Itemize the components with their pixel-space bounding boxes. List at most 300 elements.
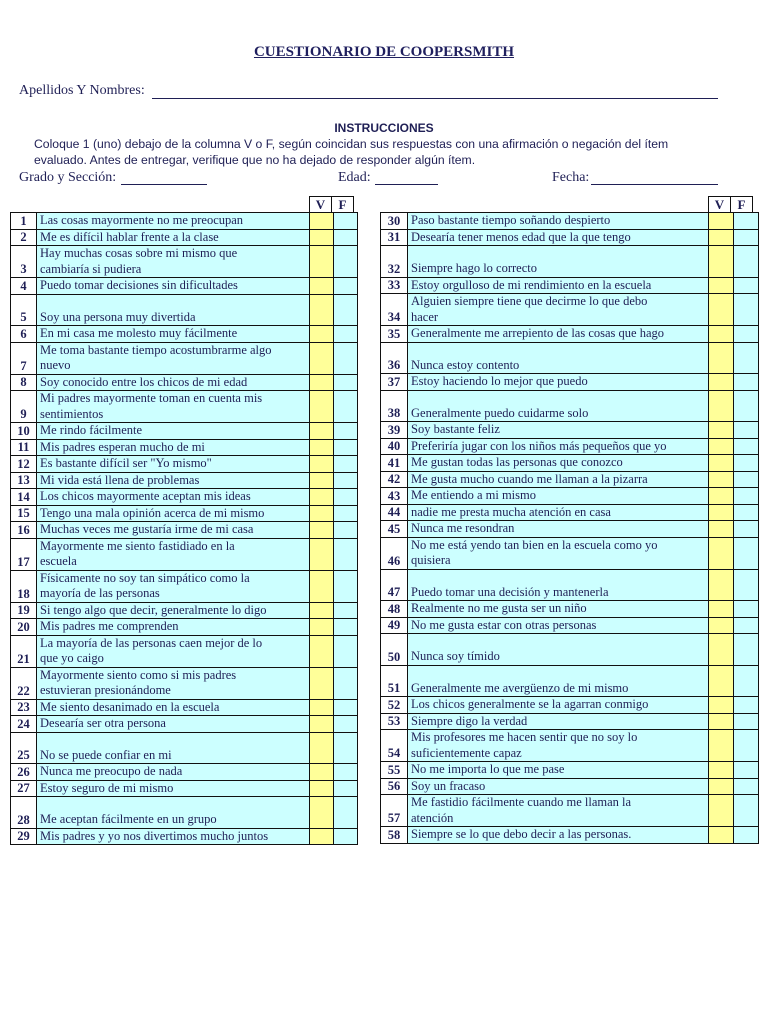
question-text (37, 213, 310, 230)
answer-cell-f[interactable] (334, 374, 358, 391)
question-row (381, 601, 759, 618)
answer-cell-v[interactable] (310, 522, 334, 539)
answer-cell-v[interactable] (310, 797, 334, 829)
question-row (11, 716, 358, 733)
question-text-line: Si tengo algo que decir, generalmente lo digo (40, 602, 267, 617)
question-row (381, 342, 759, 374)
answer-cell-v[interactable] (709, 488, 734, 505)
question-number: 33 (381, 277, 408, 294)
question-text (408, 471, 709, 488)
column-header-v: V (310, 197, 332, 214)
question-text-line: Nunca me resondran (411, 521, 515, 535)
question-text-line: Paso bastante tiempo soñando despierto (411, 213, 611, 227)
answer-cell-f[interactable] (734, 488, 759, 505)
question-row (11, 602, 358, 619)
answer-cell-v[interactable] (310, 716, 334, 733)
question-row (381, 438, 759, 455)
answer-cell-f[interactable] (334, 716, 358, 733)
answer-cell-v[interactable] (310, 780, 334, 797)
answer-cell-f[interactable] (334, 456, 358, 473)
answer-cell-f[interactable] (734, 229, 759, 246)
question-number: 50 (381, 634, 408, 666)
question-row (11, 472, 358, 489)
answer-cell-v[interactable] (310, 278, 334, 295)
question-row (11, 326, 358, 343)
question-number: 8 (11, 374, 37, 391)
answer-cell-f[interactable] (334, 229, 358, 246)
question-text-line (40, 295, 309, 310)
question-text (408, 277, 709, 294)
question-text-line: cambiaría si pudiera (40, 261, 142, 276)
question-text (37, 667, 310, 699)
question-text (37, 246, 310, 278)
answer-cell-v[interactable] (709, 713, 734, 730)
answer-cell-v[interactable] (310, 505, 334, 522)
question-row (11, 374, 358, 391)
question-text (408, 617, 709, 634)
question-text (408, 390, 709, 422)
grade-field-line[interactable] (121, 184, 207, 185)
question-text-line: Mi padres mayormente toman en cuenta mis (40, 391, 263, 405)
question-row (381, 390, 759, 422)
answer-cell-v[interactable] (709, 778, 734, 795)
answer-cell-f[interactable] (734, 762, 759, 779)
question-text (408, 438, 709, 455)
question-number: 23 (11, 699, 37, 716)
question-number: 15 (11, 505, 37, 522)
question-text-line: Mis padres esperan mucho de mi (40, 439, 205, 454)
question-number: 38 (381, 390, 408, 422)
answer-cell-f[interactable] (334, 667, 358, 699)
question-text (408, 374, 709, 391)
answer-cell-f[interactable] (734, 213, 759, 230)
answer-cell-f[interactable] (734, 634, 759, 666)
question-number: 55 (381, 762, 408, 779)
question-text-line: Estoy haciendo lo mejor que puedo (411, 374, 588, 388)
answer-cell-v[interactable] (709, 438, 734, 455)
answer-cell-v[interactable] (310, 699, 334, 716)
answer-cell-v[interactable] (310, 439, 334, 456)
question-text-line: suficientemente capaz (411, 745, 522, 760)
question-number: 46 (381, 537, 408, 569)
answer-cell-f[interactable] (734, 601, 759, 618)
question-text (408, 795, 709, 827)
question-row (11, 489, 358, 506)
question-text (408, 601, 709, 618)
answer-cell-v[interactable] (709, 246, 734, 278)
question-text-line: mayoría de las personas (40, 586, 160, 600)
question-text-line: No me importa lo que me pase (411, 762, 565, 776)
question-text-line: No me está yendo tan bien en la escuela como yo (411, 537, 658, 552)
answer-cell-f[interactable] (334, 391, 358, 423)
answer-cell-f[interactable] (734, 537, 759, 569)
question-text-line: Los chicos generalmente se la agarran conmigo (411, 697, 649, 711)
question-text (408, 730, 709, 762)
question-row (381, 422, 759, 439)
answer-cell-f[interactable] (734, 342, 759, 374)
question-row (11, 828, 358, 845)
answer-cell-f[interactable] (334, 326, 358, 343)
question-text-line: nuevo (40, 358, 71, 372)
answer-cell-f[interactable] (734, 374, 759, 391)
answer-cell-f[interactable] (334, 423, 358, 440)
question-number: 47 (381, 569, 408, 601)
answer-cell-f[interactable] (734, 471, 759, 488)
answer-cell-f[interactable] (334, 602, 358, 619)
answer-cell-f[interactable] (334, 489, 358, 506)
question-text (37, 602, 310, 619)
answer-cell-f[interactable] (334, 439, 358, 456)
question-text (408, 246, 709, 278)
answer-cell-v[interactable] (310, 635, 334, 667)
question-row (381, 697, 759, 714)
answer-cell-f[interactable] (334, 472, 358, 489)
question-row (11, 797, 358, 829)
question-row (11, 699, 358, 716)
answer-cell-v[interactable] (709, 455, 734, 472)
question-number: 16 (11, 522, 37, 539)
instructions-line-2: evaluado. Antes de entregar, verifique que no ha dejado de responder algún ítem. (34, 153, 476, 167)
question-row (381, 665, 759, 697)
answer-cell-v[interactable] (709, 537, 734, 569)
instructions-text (34, 136, 724, 168)
answer-cell-v[interactable] (709, 374, 734, 391)
question-text-line: Soy conocido entre los chicos de mi edad (40, 374, 248, 389)
question-text (408, 762, 709, 779)
answer-cell-f[interactable] (734, 438, 759, 455)
question-row (11, 439, 358, 456)
answer-cell-f[interactable] (734, 827, 759, 844)
question-text-line: Puedo tomar una decisión y mantenerla (411, 584, 609, 599)
question-text-line: Físicamente no soy tan simpático como la (40, 570, 250, 585)
question-text-line: Generalmente me avergüenzo de mi mismo (411, 680, 629, 695)
question-text-line: Me es difícil hablar frente a la clase (40, 229, 219, 244)
answer-cell-f[interactable] (334, 246, 358, 278)
question-text-line: Nunca me preocupo de nada (40, 764, 183, 778)
answer-cell-v[interactable] (310, 456, 334, 473)
question-number: 32 (381, 246, 408, 278)
answer-cell-f[interactable] (334, 522, 358, 539)
question-number: 58 (381, 827, 408, 844)
question-text (37, 278, 310, 295)
answer-cell-v[interactable] (310, 374, 334, 391)
age-label: Edad: (338, 170, 371, 185)
question-row (381, 471, 759, 488)
answer-cell-v[interactable] (709, 795, 734, 827)
question-row (381, 617, 759, 634)
question-text-line: sentimientos (40, 406, 104, 421)
question-text (37, 570, 310, 602)
question-row (11, 780, 358, 797)
question-number: 10 (11, 423, 37, 440)
question-number: 6 (11, 326, 37, 343)
answer-cell-f[interactable] (334, 635, 358, 667)
question-text-line: que yo caigo (40, 651, 104, 665)
question-row (381, 326, 759, 343)
question-text (37, 391, 310, 423)
answer-cell-v[interactable] (310, 619, 334, 636)
question-number: 49 (381, 617, 408, 634)
question-number: 39 (381, 422, 408, 439)
question-number: 27 (11, 780, 37, 797)
question-row (11, 764, 358, 781)
answer-cell-f[interactable] (734, 504, 759, 521)
answer-cell-f[interactable] (334, 732, 358, 764)
question-text-line: Desearía tener menos edad que la que tengo (411, 229, 631, 244)
question-number: 51 (381, 665, 408, 697)
answer-cell-v[interactable] (310, 732, 334, 764)
question-number: 57 (381, 795, 408, 827)
question-text (37, 505, 310, 522)
answer-cell-f[interactable] (334, 505, 358, 522)
question-number: 40 (381, 438, 408, 455)
answer-cell-v[interactable] (709, 601, 734, 618)
answer-cell-f[interactable] (734, 455, 759, 472)
question-text (37, 635, 310, 667)
answer-cell-v[interactable] (709, 569, 734, 601)
answer-cell-f[interactable] (734, 730, 759, 762)
question-row (11, 342, 358, 374)
question-number: 52 (381, 697, 408, 714)
question-text-line: Generalmente puedo cuidarme solo (411, 405, 589, 420)
question-text (37, 439, 310, 456)
questions-table-left (10, 212, 358, 845)
question-text (37, 716, 310, 733)
question-number: 17 (11, 538, 37, 570)
answer-cell-f[interactable] (334, 828, 358, 845)
question-text-line: nadie me presta mucha atención en casa (411, 504, 611, 519)
answer-cell-f[interactable] (334, 538, 358, 570)
answer-cell-f[interactable] (734, 665, 759, 697)
question-text-line: Me rindo fácilmente (40, 423, 143, 437)
question-text-line (411, 343, 708, 358)
question-number: 36 (381, 342, 408, 374)
question-number: 35 (381, 326, 408, 343)
answer-cell-f[interactable] (734, 326, 759, 343)
question-text (408, 537, 709, 569)
question-text-line (411, 391, 708, 406)
answer-cell-f[interactable] (734, 713, 759, 730)
question-number: 28 (11, 797, 37, 829)
answer-cell-v[interactable] (310, 342, 334, 374)
question-number: 53 (381, 713, 408, 730)
question-text-line: Puedo tomar decisiones sin dificultades (40, 278, 238, 292)
answer-cell-v[interactable] (709, 294, 734, 326)
date-field-line[interactable] (591, 184, 718, 185)
grade-label: Grado y Sección: (19, 170, 117, 185)
answer-cell-f[interactable] (334, 764, 358, 781)
answer-cell-f[interactable] (734, 521, 759, 538)
question-number: 20 (11, 619, 37, 636)
question-row (381, 229, 759, 246)
answer-cell-v[interactable] (709, 326, 734, 343)
question-number: 11 (11, 439, 37, 456)
question-text-line: Mis padres me comprenden (40, 619, 179, 633)
question-row (381, 795, 759, 827)
answer-cell-v[interactable] (709, 827, 734, 844)
answer-cell-v[interactable] (709, 697, 734, 714)
question-number: 48 (381, 601, 408, 618)
question-number: 45 (381, 521, 408, 538)
question-text-line (411, 634, 708, 649)
question-text-line: hacer (411, 309, 439, 324)
question-text-line: Mayormente me siento fastidiado en la (40, 538, 235, 553)
answer-cell-f[interactable] (334, 213, 358, 230)
answer-cell-v[interactable] (709, 390, 734, 422)
question-text-line: Me gusta mucho cuando me llaman a la pizarra (411, 471, 648, 486)
question-text (408, 713, 709, 730)
question-text (408, 697, 709, 714)
question-row (381, 762, 759, 779)
answer-cell-f[interactable] (334, 699, 358, 716)
question-row (11, 456, 358, 473)
question-row (11, 294, 358, 326)
question-text-line: Hay muchas cosas sobre mi mismo que (40, 246, 238, 260)
age-field-line[interactable] (375, 184, 438, 185)
question-text (408, 665, 709, 697)
answer-cell-v[interactable] (709, 422, 734, 439)
answer-cell-f[interactable] (334, 619, 358, 636)
answer-cell-v[interactable] (310, 764, 334, 781)
answer-cell-f[interactable] (734, 294, 759, 326)
answer-cell-v[interactable] (709, 617, 734, 634)
question-number: 24 (11, 716, 37, 733)
question-text (37, 732, 310, 764)
question-text-line: Los chicos mayormente aceptan mis ideas (40, 489, 251, 503)
question-row (11, 246, 358, 278)
answer-cell-v[interactable] (310, 667, 334, 699)
answer-cell-v[interactable] (709, 229, 734, 246)
question-text-line: Estoy orgulloso de mi rendimiento en la escuela (411, 277, 652, 292)
question-text-line: Las cosas mayormente no me preocupan (40, 213, 244, 227)
question-number: 31 (381, 229, 408, 246)
column-header-v: V (709, 197, 731, 214)
answer-cell-v[interactable] (709, 504, 734, 521)
question-text-line (40, 797, 309, 812)
answer-cell-v[interactable] (709, 521, 734, 538)
question-row (11, 635, 358, 667)
question-row (381, 827, 759, 844)
question-text-line: Me fastidio fácilmente cuando me llaman la (411, 795, 632, 809)
question-number: 26 (11, 764, 37, 781)
question-row (381, 634, 759, 666)
answer-cell-f[interactable] (734, 390, 759, 422)
question-text-line: atención (411, 810, 454, 825)
answer-cell-v[interactable] (709, 471, 734, 488)
answer-cell-v[interactable] (709, 762, 734, 779)
question-text-line (411, 570, 708, 585)
answer-cell-f[interactable] (734, 246, 759, 278)
question-text (37, 326, 310, 343)
answer-cell-v[interactable] (310, 326, 334, 343)
answer-cell-v[interactable] (310, 828, 334, 845)
question-number: 5 (11, 294, 37, 326)
question-row (11, 229, 358, 246)
question-number: 2 (11, 229, 37, 246)
question-text (408, 326, 709, 343)
answer-cell-v[interactable] (709, 730, 734, 762)
question-text (408, 634, 709, 666)
question-number: 1 (11, 213, 37, 230)
answer-cell-f[interactable] (334, 278, 358, 295)
question-row (381, 374, 759, 391)
question-text (37, 374, 310, 391)
question-row (11, 278, 358, 295)
question-row (381, 455, 759, 472)
answer-cell-v[interactable] (709, 213, 734, 230)
question-text-line: Nunca estoy contento (411, 357, 520, 372)
answer-cell-v[interactable] (310, 213, 334, 230)
answer-cell-v[interactable] (310, 294, 334, 326)
question-text-line: Generalmente me arrepiento de las cosas que hago (411, 326, 665, 340)
question-number: 3 (11, 246, 37, 278)
answer-cell-v[interactable] (310, 391, 334, 423)
answer-cell-f[interactable] (334, 570, 358, 602)
answer-cell-v[interactable] (310, 570, 334, 602)
answer-cell-v[interactable] (310, 472, 334, 489)
answer-cell-f[interactable] (334, 780, 358, 797)
question-text-line: Desearía ser otra persona (40, 716, 166, 730)
question-text (37, 699, 310, 716)
answer-cell-f[interactable] (334, 294, 358, 326)
question-number: 30 (381, 213, 408, 230)
question-text (408, 342, 709, 374)
question-row (11, 570, 358, 602)
question-row (381, 730, 759, 762)
answer-cell-v[interactable] (709, 665, 734, 697)
question-text-line: No me gusta estar con otras personas (411, 617, 597, 632)
question-row (11, 619, 358, 636)
column-header-f: F (731, 197, 753, 214)
answer-cell-v[interactable] (709, 277, 734, 294)
answer-cell-f[interactable] (734, 569, 759, 601)
answer-cell-v[interactable] (310, 246, 334, 278)
name-field-line[interactable] (152, 98, 718, 99)
answer-cell-f[interactable] (734, 697, 759, 714)
question-text (37, 538, 310, 570)
instructions-title: INSTRUCCIONES (334, 121, 434, 135)
question-text (408, 569, 709, 601)
question-text (37, 522, 310, 539)
answer-cell-f[interactable] (734, 778, 759, 795)
answer-cell-f[interactable] (734, 795, 759, 827)
question-text-line: Siempre se lo que debo decir a las personas. (411, 827, 632, 841)
answer-cell-f[interactable] (734, 617, 759, 634)
answer-cell-v[interactable] (310, 602, 334, 619)
question-text (37, 342, 310, 374)
question-text-line: Mis profesores me hacen sentir que no soy lo (411, 730, 638, 744)
question-row (11, 423, 358, 440)
answer-cell-f[interactable] (734, 422, 759, 439)
question-text-line: En mi casa me molesto muy fácilmente (40, 326, 238, 340)
question-text (37, 423, 310, 440)
answer-cell-v[interactable] (709, 342, 734, 374)
question-text-line: Soy bastante feliz (411, 422, 500, 436)
question-text (37, 828, 310, 845)
question-row (381, 713, 759, 730)
answer-cell-f[interactable] (334, 342, 358, 374)
question-number: 13 (11, 472, 37, 489)
answer-cell-v[interactable] (310, 489, 334, 506)
question-text (408, 455, 709, 472)
answer-cell-v[interactable] (310, 423, 334, 440)
answer-cell-v[interactable] (310, 538, 334, 570)
answer-cell-v[interactable] (709, 634, 734, 666)
answer-cell-f[interactable] (334, 797, 358, 829)
question-number: 44 (381, 504, 408, 521)
answer-cell-v[interactable] (310, 229, 334, 246)
answer-cell-f[interactable] (734, 277, 759, 294)
